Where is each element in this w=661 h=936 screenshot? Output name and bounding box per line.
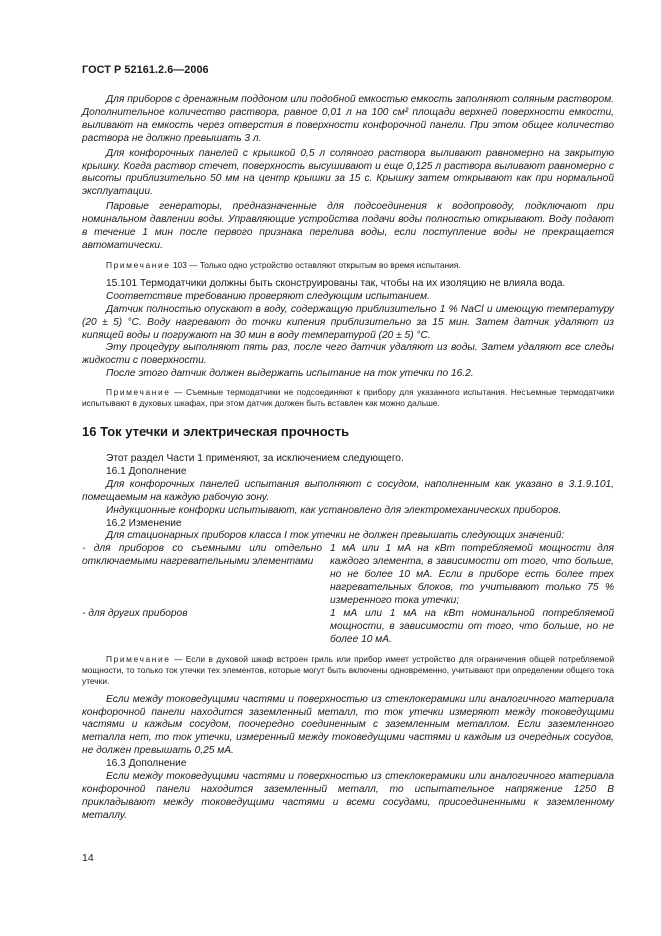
note-text: 103 — Только одно устройство оставляют открытым во время испытания.: [172, 259, 461, 270]
limit-row-other: [82, 608, 614, 647]
limit-row-value: 1 мА или 1 мА на кВт потребляемой мощности для каждого элемента, в зависимости от того, что больше, но не более 10 мА. Если в приборе есть более трех нагревательных блоков, то учитывают только 75 % измеренного тока утечки;: [330, 543, 614, 606]
note-label: Примечание: [106, 387, 171, 398]
limit-row-value: 1 мА или 1 мА на кВт номинальной потребляемой мощности, в зависимости от того, что больше, но не более 10 мА.: [330, 607, 614, 645]
clause-16-3: 16.3 Дополнение: [106, 758, 187, 770]
note-text: — Если в духовой шкаф встроен гриль или прибор имеет устройство для ограничения общей потребляемой мощности, то только ток утечки тех элементов, которые могут быть включены одновременно, учитывают при определении общего тока утечки.: [82, 653, 614, 686]
note-sensors: [82, 387, 614, 409]
note-grill: [82, 654, 614, 687]
paragraph-steam-generators: Паровые генераторы, предназначенные для подсоединения к водопроводу, подключают при номинальном давлении воды. Управляющие устройства подачи воды полностью открывают. Воду подают в течение 1 мин после первого признака перелива воды, если поступление воды не прекращается автоматически.: [82, 201, 614, 251]
clause-15-101: 15.101 Термодатчики должны быть сконструированы так, чтобы на их изоляцию не влияла вода.: [106, 277, 566, 289]
paragraph-earthed-metal: Если между токоведущими частями и поверхностью из стеклокерамики или аналогичного материала конфорочной панели находится заземленный металл, то ток утечки измеряют между токоведущими частями и каждым сосудом, поочередно соединенным с заземленным металлом. Если заземленного металла нет, то ток утечки, измеренный между токоведущими частями и каждым из очередных сосудов, не должен превышать 0,25 мА.: [82, 693, 614, 757]
limit-row-removable: [82, 543, 614, 608]
paragraph-sensor-test: Датчик полностью опускают в воду, содержащую приблизительно 1 % NaCl и имеющую температуру (20 ± 5) °С. Воду нагревают до точки кипения приблизительно за 15 мин. Затем датчик удаляют из кипящей воды и погружают на 30 мин в воду температурой (20 ± 5) °С.: [82, 303, 614, 341]
note-label: Примечание: [106, 653, 171, 664]
section-16-title: 16 Ток утечки и электрическая прочность: [82, 424, 350, 440]
compliance-check: Соответствие требованию проверяют следующим испытанием.: [106, 290, 430, 302]
paragraph-leakage-after: После этого датчик должен выдержать испытание на ток утечки по 16.2.: [106, 368, 474, 380]
section-16-intro: Этот раздел Части 1 применяют, за исключением следующего.: [106, 453, 404, 465]
paragraph-hob-lid: Для конфорочных панелей с крышкой 0,5 л соляного раствора выливают равномерно на закрытую крышку. Когда раствор стечет, поверхность высушивают и еще 0,125 л раствора выливают равномерно с высоты приблизительно 50 мм на центр крышки за 15 с. Крышку затем открывают как при нормальной эксплуатации.: [82, 147, 614, 198]
paragraph-test-voltage: Если между токоведущими частями и поверхностью из стеклокерамики или аналогичного материала конфорочной панели находится заземленный металл, то испытательное напряжение 1250 В прикладывают между токоведущими частями и всеми сосудами, присоединенными к заземленному металлу.: [82, 771, 614, 821]
document-header: ГОСТ Р 52161.2.6—2006: [82, 64, 209, 76]
paragraph-induction: Индукционные конфорки испытывают, как установлено для электромеханических приборов.: [106, 504, 562, 516]
note-label: Примечание: [106, 259, 171, 270]
clause-16-2: 16.2 Изменение: [106, 517, 182, 529]
paragraph-class-i: Для стационарных приборов класса I ток утечки не должен превышать следующих значений:: [106, 530, 565, 542]
clause-16-1: 16.1 Дополнение: [106, 465, 187, 477]
note-text: — Съемные термодатчики не подсоединяют к прибору для указанного испытания. Несъемные термодатчики испытывают в духовых шкафах, при этом датчик должен быть вставлен как можно дальше.: [82, 387, 614, 409]
limit-row-condition: - для других приборов: [82, 607, 188, 619]
limit-row-condition: - для приборов со съемными или отдельно отключаемыми нагревательными элементами: [82, 543, 322, 568]
page-number: 14: [82, 852, 94, 864]
paragraph-repeat: Эту процедуру выполняют пять раз, после чего датчик удаляют из воды. Затем удаляют все следы жидкости с поверхности.: [82, 342, 614, 367]
page-body: [82, 94, 614, 823]
note-103: [82, 260, 614, 271]
paragraph-hob-test: Для конфорочных панелей испытания выполняют с сосудом, наполненным как указано в 3.1.9.101, помещаемым на каждую рабочую зону.: [82, 478, 614, 503]
paragraph-drain-tray: Для приборов с дренажным поддоном или подобной емкостью емкость заполняют соляным раствором. Дополнительное количество раствора, равное 0,01 л на 100 см² площади верхней поверхности емкости, выливают на емкость через отверстия в поверхности конфорочной панели. При этом общее количество раствора не должно превышать 3 л.: [82, 94, 615, 144]
